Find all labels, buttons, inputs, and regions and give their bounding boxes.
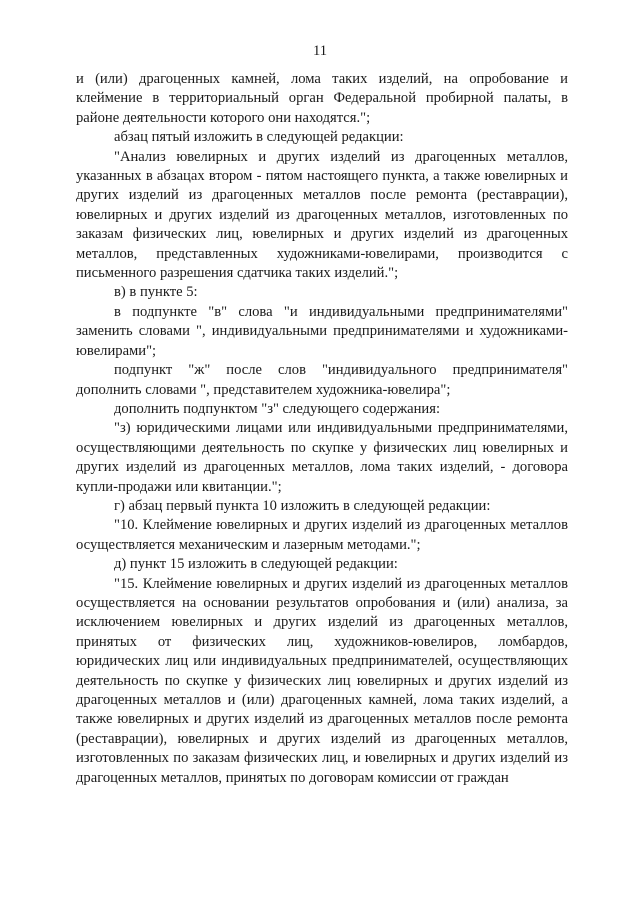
paragraph: и (или) драгоценных камней, лома таких изделий, на опробование и клеймение в территориальный орган Федеральной пробирной палаты, в районе деятельности которого они находятся."; — [76, 71, 568, 126]
paragraph: подпункт "ж" после слов "индивидуального предпринимателя" дополнить словами ", представителем художника-ювелира"; — [76, 362, 568, 398]
paragraph: "з) юридическими лицами или индивидуальными предпринимателями, осуществляющими деятельность по скупке у физических лиц ювелирных и других изделий из драгоценных металлов, лома таких изделий, - договора купли-продажи или квитанции."; — [76, 420, 568, 495]
paragraph: д) пункт 15 изложить в следующей редакции: — [114, 556, 398, 573]
paragraph: в) в пункте 5: — [114, 284, 198, 301]
paragraph: "10. Клеймение ювелирных и других изделий из драгоценных металлов осуществляется механическим и лазерным методами."; — [76, 517, 568, 553]
document-body — [76, 70, 568, 788]
paragraph: "15. Клеймение ювелирных и других изделий из драгоценных металлов осуществляется на основании результатов опробования и (или) анализа, за исключением ювелирных и других изделий из драгоценных металлов, принятых от физических лиц, художников-ювелиров, ломбардов, юридических лиц или индивидуальных предпринимателей, осуществляющих деятельность по скупке у физических лиц ювелирных и других изделий из драгоценных металлов и (или) драгоценных камней, лома таких изделий, а также ювелирных и других изделий из драгоценных металлов после ремонта (реставрации), ювелирных и других изделий из драгоценных металлов, изготовленных по заказам физических лиц, и ювелирных и других изделий из драгоценных металлов, принятых по договорам комиссии от граждан — [76, 575, 568, 786]
paragraph: г) абзац первый пункта 10 изложить в следующей редакции: — [114, 497, 491, 514]
paragraph: абзац пятый изложить в следующей редакции: — [114, 129, 404, 146]
paragraph: дополнить подпунктом "з" следующего содержания: — [114, 400, 441, 417]
paragraph: "Анализ ювелирных и других изделий из драгоценных металлов, указанных в абзацах втором - пятом настоящего пункта, а также ювелирных и других изделий из драгоценных металлов после ремонта (реставрации), ювелирных и других изделий из драгоценных металлов, изготовленных по заказам физических лиц, ювелирных и других изделий из драгоценных металлов, представленных художниками-ювелирами, производится с письменного разрешения сдатчика таких изделий."; — [76, 148, 568, 282]
page-number: 11 — [312, 43, 328, 59]
paragraph: в подпункте "в" слова "и индивидуальными предпринимателями" заменить словами ", индивидуальными предпринимателями и художниками-ювелирами"; — [76, 303, 568, 359]
